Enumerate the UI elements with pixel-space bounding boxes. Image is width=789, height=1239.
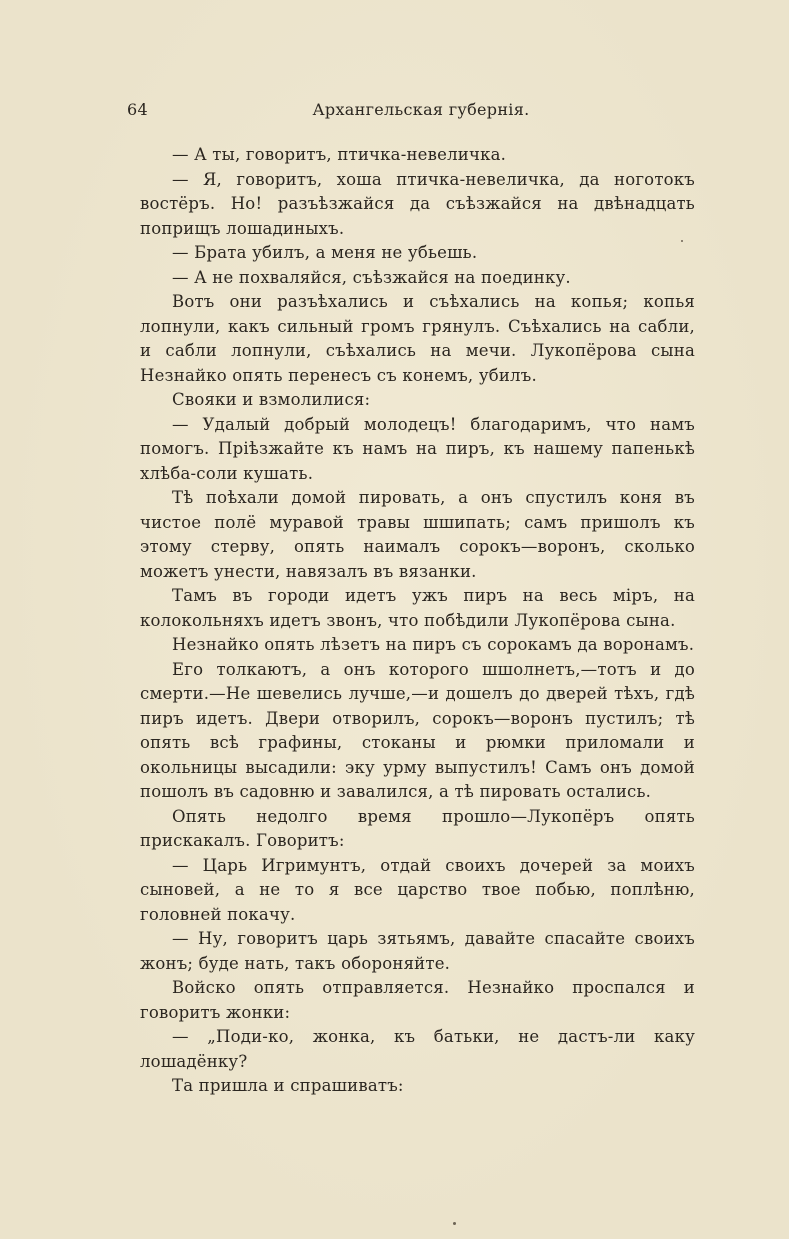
paragraph: — „Поди-ко, жонка, къ батьки, не дастъ-ли каку лошадёнку? (140, 1027, 695, 1071)
paragraph: — Брата убилъ, а меня не убьешь. (172, 243, 478, 262)
paragraph: — Я, говоритъ, хоша птичка-невеличка, да ноготокъ востёръ. Но! разъѣзжайся да съѣзжайся на двѣнадцать поприщъ лошадиныхъ. (140, 169, 695, 238)
paragraph: — А не похваляйся, съѣзжайся на поединку. (172, 267, 571, 287)
body-text (140, 143, 695, 1099)
paragraph: Войско опять отправляется. Незнайко проспался и говоритъ жонки: (140, 978, 695, 1022)
paragraph: Незнайко опять лѣзетъ на пиръ съ сорокамъ да воронамъ. (172, 635, 695, 654)
paragraph: — Ну, говоритъ царь зятьямъ, давайте спасайте своихъ жонъ; буде нать, такъ обороняйте. (140, 929, 695, 973)
paragraph: Тѣ поѣхали домой пировать, а онъ спустилъ коня въ чистое полё муравой травы шшипать; самъ пришолъ къ этому стерву, опять наималъ сорокъ—воронъ, сколько можетъ унести, навязалъ въ вязанки. (140, 488, 695, 581)
paper-speck (681, 240, 683, 242)
paragraph: Свояки и взмолилися: (172, 390, 371, 409)
paragraph: Его толкаютъ, а онъ которого шшолнетъ,—тотъ и до смерти.—Не шевелись лучше,—и дошелъ до дверей тѣхъ, гдѣ пиръ идетъ. Двери отворилъ, сорокъ—воронъ пустилъ; тѣ опять всѣ графины, стоканы и рюмки приломали и окольницы высадили: эку урму выпустилъ! Самъ онъ домой пошолъ въ садовню и завалился, а тѣ пировать остались. (140, 659, 695, 801)
page-header (127, 100, 695, 124)
paragraph: — А ты, говоритъ, птичка-невеличка. (172, 145, 507, 164)
paragraph: — Удалый добрый молодецъ! благодаримъ, что намъ помогъ. Пріѣзжайте къ намъ на пиръ, къ нашему папенькѣ хлѣба-соли кушать. (140, 414, 695, 483)
running-title: Архангельская губернія. (312, 100, 530, 119)
paragraph: Вотъ они разъѣхались и съѣхались на копья; копья лопнули, какъ сильный громъ грянулъ. Съѣхались на сабли, и сабли лопнули, съѣхались на мечи. Лукопёрова сына Незнайко опять перенесъ съ конемъ, убилъ. (140, 292, 695, 385)
paper-speck (453, 1222, 456, 1225)
paragraph: — Царь Игримунтъ, отдай своихъ дочерей за моихъ сыновей, а не то я все царство твое побью, поплѣню, головней покачу. (140, 855, 695, 924)
paragraph: Опять недолго время прошло—Лукопёръ опять прискакалъ. Говоритъ: (140, 806, 695, 850)
paragraph: Та пришла и спрашиватъ: (172, 1076, 404, 1095)
page-number: 64 (127, 100, 148, 119)
paragraph: Тамъ въ городи идетъ ужъ пиръ на весь міръ, на колокольняхъ идетъ звонъ, что побѣдили Лукопёрова сына. (140, 586, 695, 630)
